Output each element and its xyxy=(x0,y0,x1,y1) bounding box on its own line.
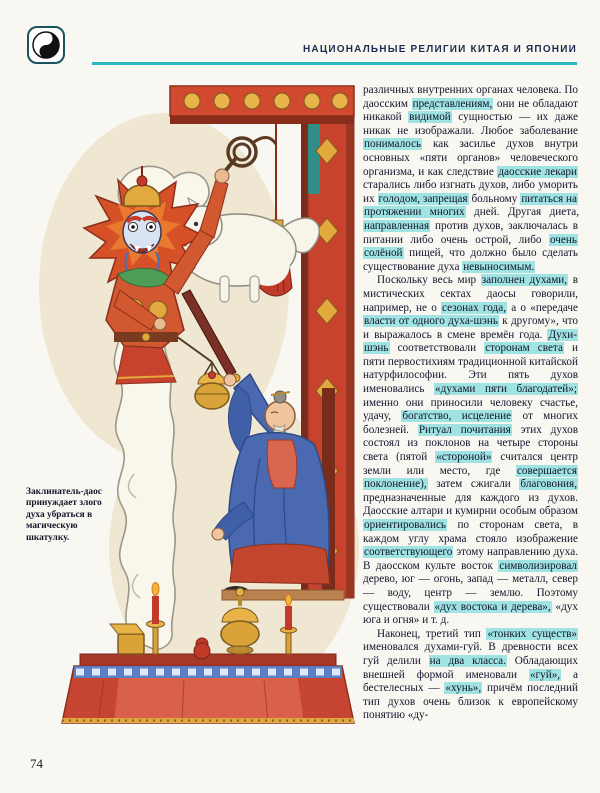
highlighted-text: символизировал xyxy=(499,559,577,572)
highlighted-text: видимой xyxy=(409,111,451,124)
highlighted-text: «стороной» xyxy=(436,451,492,464)
highlighted-text: «гуй», xyxy=(529,668,561,681)
highlighted-text: власти от одного духа-шэнь xyxy=(364,315,499,328)
header-rule xyxy=(92,62,577,65)
running-head: НАЦИОНАЛЬНЫЕ РЕЛИГИИ КИТАЯ И ЯПОНИИ xyxy=(303,44,577,55)
highlighted-text: понималось xyxy=(364,138,422,151)
highlighted-text: даосские лекари xyxy=(498,165,578,178)
highlighted-text: соответствующего xyxy=(364,546,453,559)
highlighted-text: «тонких существ» xyxy=(487,627,577,640)
illustration-caption: Заклинатель-даос принуждает злого духа убраться в магическую шкатулку. xyxy=(26,487,102,543)
highlighted-text: «духами пяти благодатей»; xyxy=(435,383,577,396)
highlighted-text: совершается поклонение), xyxy=(364,464,577,491)
highlighted-text: богатство, исцеление xyxy=(402,410,512,423)
demon-face xyxy=(123,211,161,253)
highlighted-text: питаться на протяжении многих xyxy=(364,192,577,219)
highlighted-text: ориентировались xyxy=(364,519,447,531)
illustration-taoist-exorcism xyxy=(24,78,359,726)
yin-yang-icon xyxy=(26,25,66,65)
paragraph: Наконец, третий тип «тонких существ» именовался духами-гуй. В древности всех гуй делили на два класса. Обладающих внешней формой именовали «гуй», а бестелесных — «хунь», причём последний тип духов очень близок к европейскому понятию «ду- xyxy=(363,627,579,722)
red-candle xyxy=(285,606,292,630)
paragraph: Поскольку весь мир заполнен духами, в мистических сектах даосы говорили, например, не о сезонах года, а о «передаче власти от одного духа-шэнь к другому», что и выражалось в смене времён года. Духи-шэнь соответствовали сторонам света и пяти первостихиям традиционной китайской натурфилософии. Эти пять духов именовались «духами пяти благодатей»; именно они приносили человеку счастье, удачу, богатство, исцеление от многих болезней. Ритуал почитания этих духов состоял из поклонов на четыре стороны света (пятой «стороной» считался центр земли или место, где совершается поклонение), затем сжигали благовония, предназначенные для каждого из духов. Даосские алтари и кумирни особым образом ориентировались по сторонам света, в каждом углу храма стояло изображение соответствующего этому направлению духа. В даосском культе восток символизировал дерево, юг — огонь, запад — металл, север — воду, центр — землю. Поэтому существовали «дух востока и дерева», «дух юга и огня» и т. д. xyxy=(363,274,579,627)
article-text xyxy=(363,84,578,723)
highlighted-text: сторонам света xyxy=(485,342,563,355)
highlighted-text: невыносимым. xyxy=(463,260,535,273)
page-number: 74 xyxy=(30,756,43,771)
highlighted-text: «дух востока и дерева», xyxy=(434,600,551,613)
highlighted-text: «хунь», xyxy=(445,682,482,695)
red-candle xyxy=(152,596,159,624)
magic-box xyxy=(118,634,144,654)
highlighted-text: заполнен духами, xyxy=(481,274,568,287)
highlighted-text: на два класса. xyxy=(429,654,506,667)
highlighted-text: сезонах года, xyxy=(442,301,506,314)
highlighted-text: голодом, запрещая xyxy=(378,192,468,205)
highlighted-text: очень солёной xyxy=(364,233,577,260)
highlighted-text: представлениям, xyxy=(412,97,493,110)
highlighted-text: Духи-шэнь xyxy=(364,328,577,355)
altar-drape xyxy=(62,666,354,723)
highlighted-text: направленная xyxy=(364,219,430,232)
paragraph: различных внутренних органах человека. По даосским представлениям, они не обладают никакой видимой сущностью — их даже никак не изображали. Любое заболевание понималось как засилье духов внутри основных «пяти органов» человеческого организма, и как следствие даосские лекари старались либо изгнать духов, либо уморить их голодом, запрещая больному питаться на протяжении многих дней. Другая диета, направленная против духов, заключалась в питании либо очень острой, либо очень солёной пищей, что должно было сделать существование духа невыносимым. xyxy=(363,84,579,273)
highlighted-text: Ритуал почитания xyxy=(418,423,511,436)
highlighted-text: благовония, xyxy=(520,478,577,491)
